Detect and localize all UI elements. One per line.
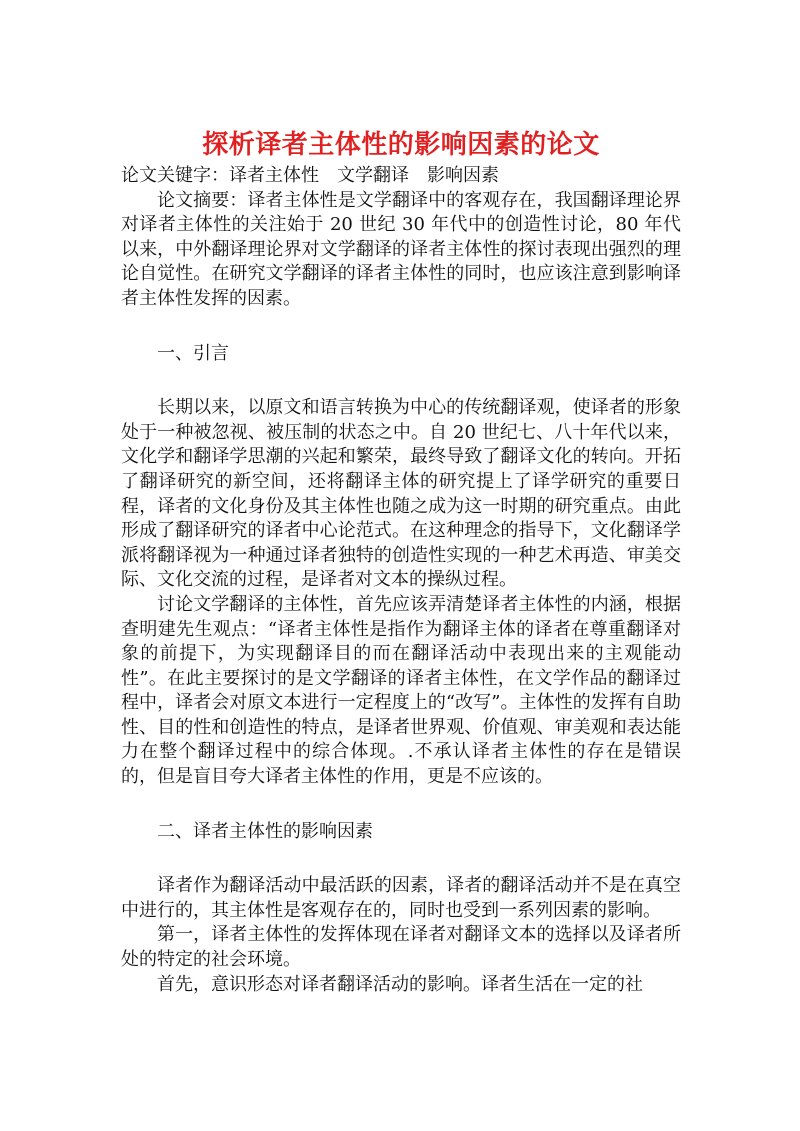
- keywords-line: [121, 164, 681, 189]
- document-page: [121, 127, 681, 997]
- body-paragraph: 译者作为翻译活动中最活跃的因素，译者的翻译活动并不是在真空中进行的，其主体性是客观存在的，同时也受到一系列因素的影响。: [121, 875, 681, 921]
- keyword-item: 文学翻译: [337, 165, 409, 186]
- spacer: [121, 844, 681, 874]
- section-heading-factors: 二、译者主体性的影响因素: [157, 820, 373, 842]
- keywords-label: 论文关键字：: [121, 165, 229, 186]
- spacer: [121, 790, 681, 820]
- body-paragraph: 长期以来，以原文和语言转换为中心的传统翻译观，使译者的形象处于一种被忽视、被压制的状态之中。自 20 世纪七、八十年代以来，文化学和翻译学思潮的兴起和繁荣，最终导致了翻译文化的转向。开拓了翻译研究的新空间，还将翻译主体的研究提上了译学研究的重要日程，译者的文化身份及其主体性也随之成为这一时期的研究重点。由此形成了翻译研究的译者中心论范式。在这种理念的指导下，文化翻译学派将翻译视为一种通过译者独特的创造性实现的一种艺术再造、审美交际、文化交流的过程，是译者对文本的操纵过程。: [121, 397, 681, 591]
- body-paragraph: 第一，译者主体性的发挥体现在译者对翻译文本的选择以及译者所处的特定的社会环境。: [121, 924, 681, 971]
- body-paragraph: 首先，意识形态对译者翻译活动的影响。译者生活在一定的社: [157, 973, 643, 995]
- abstract-paragraph: 论文摘要：译者主体性是文学翻译中的客观存在，我国翻译理论界对译者主体性的关注始于 20 世纪 30 年代中的创造性讨论，80 年代以来，中外翻译理论界对文学翻译的译者主体性的探讨表现出强烈的理论自觉性。在研究文学翻译的译者主体性的同时，也应该注意到影响译者主体性发挥的因素。: [121, 189, 681, 309]
- keyword-item: 译者主体性: [229, 165, 319, 186]
- spacer: [121, 366, 681, 396]
- body-paragraph: 讨论文学翻译的主体性，首先应该弄清楚译者主体性的内涵，根据查明建先生观点：“译者主体性是指作为翻译主体的译者在尊重翻译对象的前提下，为实现翻译目的而在翻译活动中表现出来的主观能动性”。在此主要探讨的是文学翻译的译者主体性，在文学作品的翻译过程中，译者会对原文本进行一定程度上的“改写”。主体性的发挥有自助性、目的性和创造性的特点，是译者世界观、价值观、审美观和表达能力在整个翻译过程中的综合体现。.不承认译者主体性的存在是错误的，但是盲目夸大译者主体性的作用，更是不应该的。: [121, 593, 681, 788]
- section-heading-introduction: 一、引言: [157, 342, 229, 364]
- document-title: 探析译者主体性的影响因素的论文: [202, 130, 600, 160]
- keyword-item: 影响因素: [427, 165, 499, 186]
- spacer: [121, 312, 681, 342]
